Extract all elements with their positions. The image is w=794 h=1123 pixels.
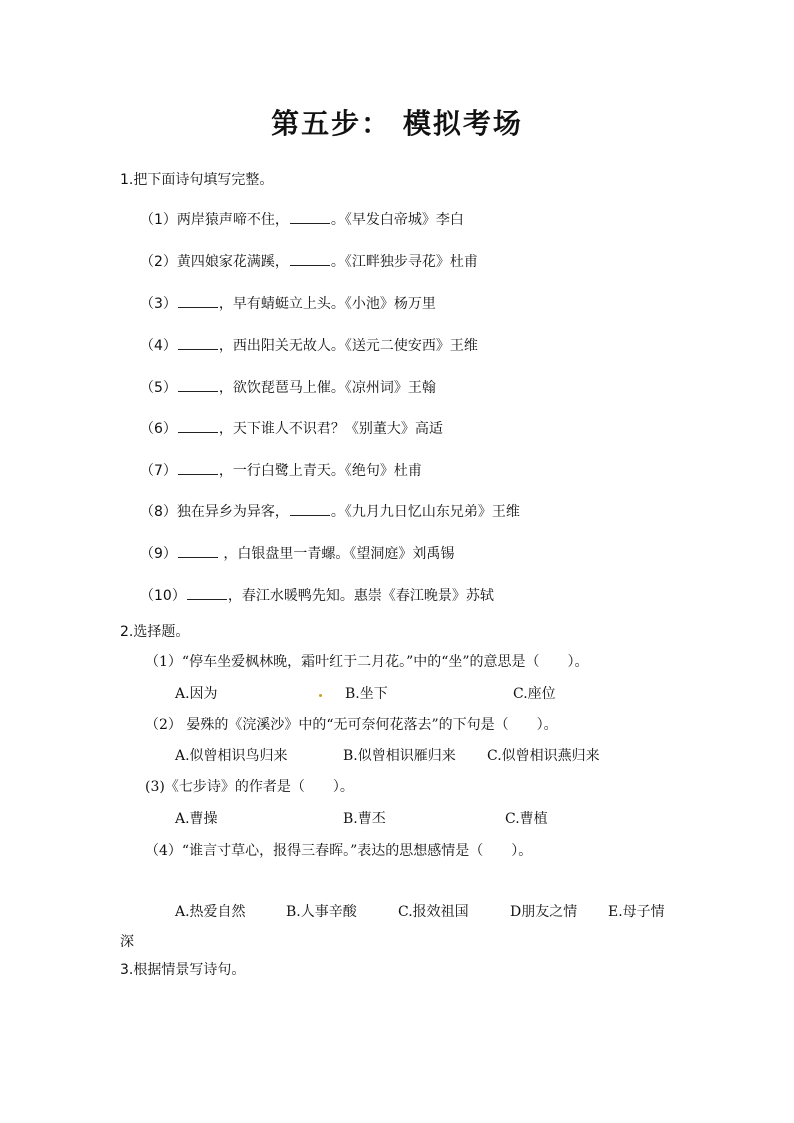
question-2-option-a[interactable]: A.似曾相识鸟归来 [175, 748, 288, 764]
item-text-after: ，欲饮琵琶马上催。《凉州词》王翰 [218, 380, 436, 396]
question-4-option-e-continued: 深 [120, 934, 134, 950]
fill-item-9 [140, 543, 454, 564]
item-number: （5） [140, 380, 177, 396]
item-number: （8） [140, 504, 177, 520]
item-number: （10） [140, 588, 186, 604]
question-3-option-c[interactable]: C.曹植 [505, 811, 548, 827]
fill-item-4 [140, 335, 478, 356]
question-3-option-b[interactable]: B.曹丕 [343, 811, 386, 827]
fill-item-3 [140, 293, 436, 314]
question-4-option-b[interactable]: B.人事辛酸 [286, 904, 357, 920]
item-text-before: 两岸猿声啼不住， [176, 212, 289, 228]
question-2-option-c[interactable]: C.似曾相识燕归来 [487, 748, 600, 764]
fill-item-1 [140, 209, 464, 230]
question-1-option-b[interactable]: B.坐下 [345, 686, 388, 702]
item-number: （4） [140, 338, 177, 354]
question-4-option-e[interactable]: E.母子情 [608, 904, 665, 920]
fill-item-6 [140, 418, 443, 439]
question-4-text: （4）“谁言寸草心，报得三春晖。”表达的思想感情是（ ）。 [145, 843, 533, 859]
item-text-after: ，西出阳关无故人。《送元二使安西》王维 [218, 338, 478, 354]
answer-blank[interactable] [178, 377, 218, 392]
question-2-text: （2） 晏殊的《浣溪沙》中的“无可奈何花落去”的下句是（ ）。 [145, 717, 558, 733]
item-text-before: 独在异乡为异客， [176, 504, 289, 520]
item-number: （6） [140, 421, 177, 437]
fill-item-7 [140, 460, 422, 481]
answer-blank[interactable] [178, 335, 218, 350]
item-text-after: 。《江畔独步寻花》杜甫 [330, 254, 478, 270]
answer-blank[interactable] [178, 543, 218, 558]
item-text-after: 。《早发白帝城》李白 [330, 212, 464, 228]
answer-blank[interactable] [178, 418, 218, 433]
answer-blank[interactable] [178, 460, 218, 475]
item-text-before: 黄四娘家花满蹊， [176, 254, 289, 270]
fill-item-10 [140, 585, 494, 606]
question-4-option-a[interactable]: A.热爱自然 [175, 904, 246, 920]
question-3-option-a[interactable]: A.曹操 [175, 811, 218, 827]
section-2-heading: 2.选择题。 [120, 624, 190, 640]
fill-item-2 [140, 251, 478, 272]
item-number: （3） [140, 296, 177, 312]
item-text-after: 。《九月九日忆山东兄弟》王维 [330, 504, 520, 520]
question-3-text: (3)《七步诗》的作者是（ ）。 [145, 779, 354, 795]
fill-item-8 [140, 501, 520, 522]
item-text-after: ，白银盘里一青螺。《望洞庭》刘禹锡 [218, 546, 455, 562]
question-1-option-c[interactable]: C.座位 [513, 686, 556, 702]
question-1-option-a[interactable]: A.因为 [175, 686, 218, 702]
question-2-option-b[interactable]: B.似曾相识雁归来 [343, 748, 456, 764]
answer-blank[interactable] [290, 209, 330, 224]
answer-blank[interactable] [290, 251, 330, 266]
question-4-option-c[interactable]: C.报效祖国 [398, 904, 469, 920]
item-text-after: ，春江水暖鸭先知。惠崇《春江晚景》苏轼 [227, 588, 494, 604]
item-number: （2） [140, 254, 177, 270]
question-4-option-d[interactable]: D朋友之情 [510, 904, 578, 920]
item-text-after: ，早有蜻蜓立上头。《小池》杨万里 [218, 296, 436, 312]
section-1-heading: 1.把下面诗句填写完整。 [120, 172, 274, 188]
item-number: （7） [140, 463, 177, 479]
item-number: （9） [140, 546, 177, 562]
section-3-heading: 3.根据情景写诗句。 [120, 962, 246, 978]
answer-blank[interactable] [178, 293, 218, 308]
question-1-text: （1）“停车坐爱枫林晚，霜叶红于二月花。”中的“坐”的意思是（ ）。 [145, 654, 589, 670]
item-text-after: ，一行白鹭上青天。《绝句》杜甫 [218, 463, 422, 479]
stray-dot [319, 694, 322, 697]
page-title: 第五步： 模拟考场 [271, 107, 523, 140]
answer-blank[interactable] [290, 501, 330, 516]
item-text-after: ，天下谁人不识君？《别董大》高适 [218, 421, 443, 437]
answer-blank[interactable] [187, 585, 227, 600]
item-number: （1） [140, 212, 177, 228]
fill-item-5 [140, 377, 436, 398]
